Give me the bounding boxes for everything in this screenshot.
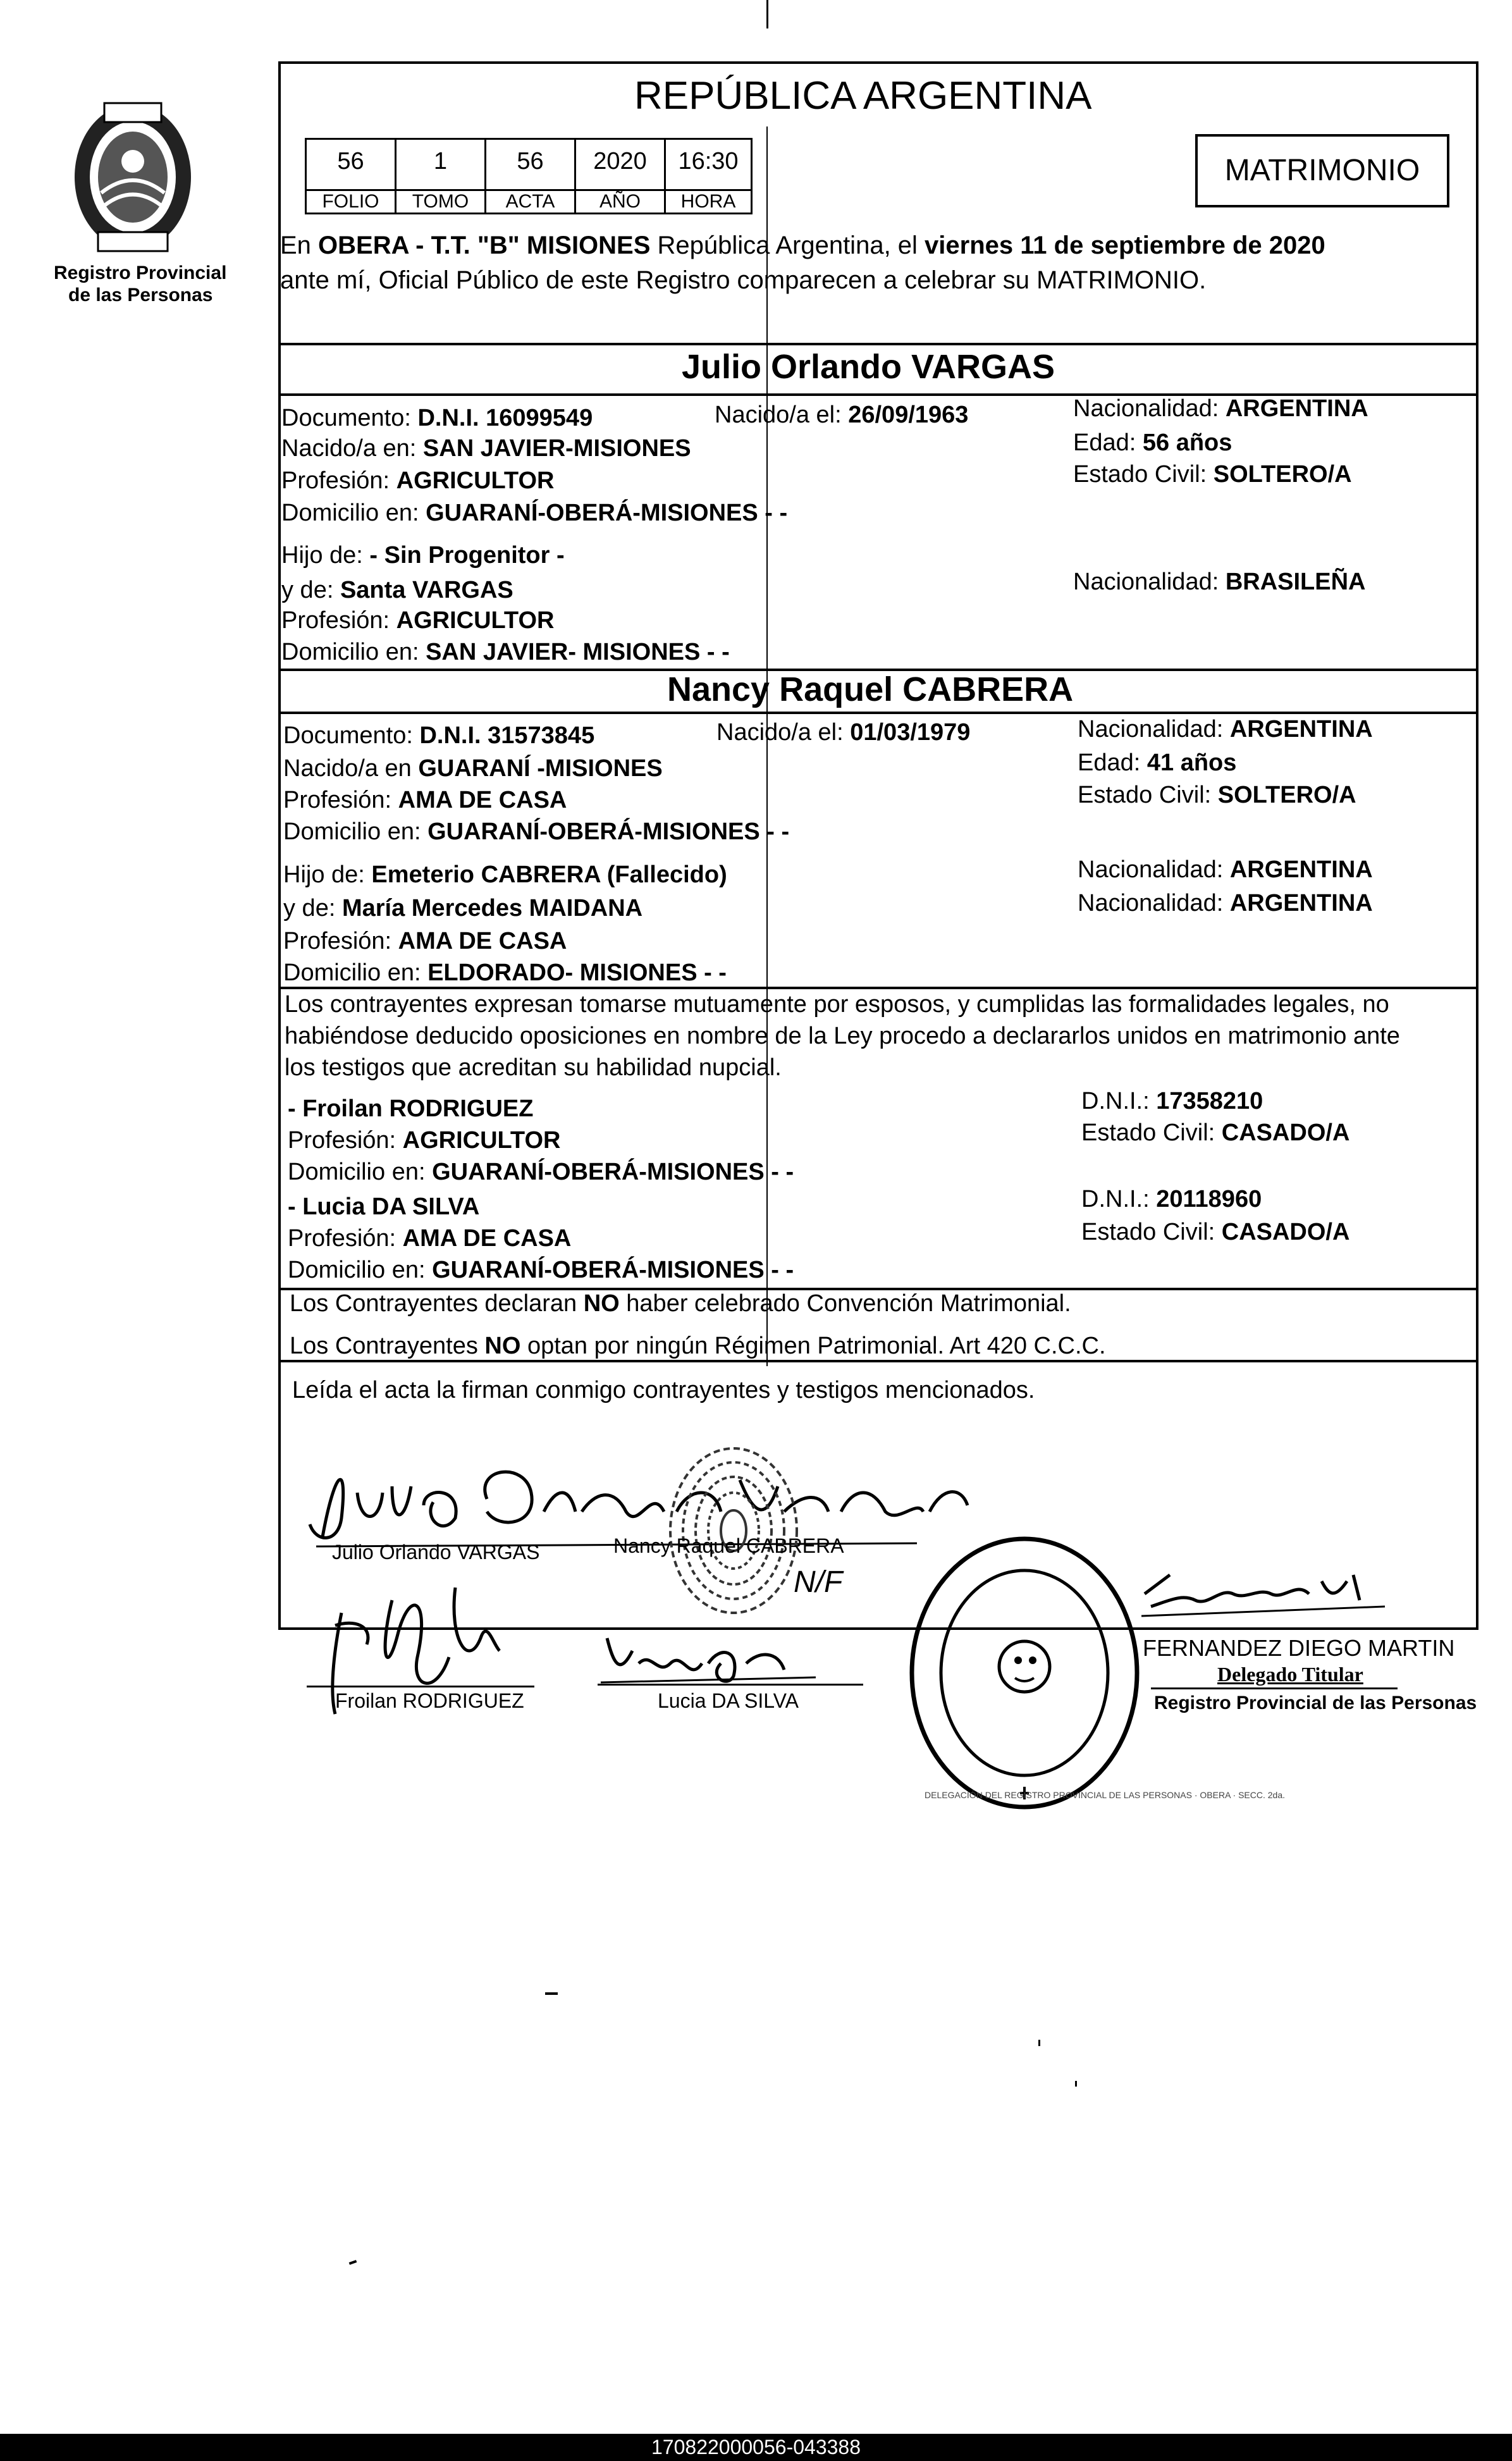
scan-mark: [1038, 2040, 1040, 2046]
bride-father-nationality: Nacionalidad: ARGENTINA: [1078, 856, 1373, 883]
page-title: REPÚBLICA ARGENTINA: [634, 74, 1092, 118]
scan-mark: [349, 2260, 357, 2265]
intro-place: OBERA - T.T. "B" MISIONES: [318, 231, 651, 259]
logo-caption-line2: de las Personas: [68, 285, 213, 305]
groom-document: Documento: D.N.I. 16099549: [281, 405, 593, 431]
footer-code: 170822000056-043388: [0, 2434, 1512, 2461]
intro-mid: República Argentina, el: [650, 231, 925, 259]
bride-parent-domicile: Domicilio en: ELDORADO- MISIONES - -: [283, 959, 727, 986]
bride-birth-place: Nacido/a en GUARANÍ -MISIONES: [283, 755, 663, 782]
witness1-civil-status: Estado Civil: CASADO/A: [1081, 1119, 1350, 1146]
regime-line1: Los Contrayentes declaran NO haber celebrado Convención Matrimonial.: [290, 1290, 1071, 1317]
official-signature-line: [1151, 1687, 1398, 1689]
intro-line2: ante mí, Oficial Público de este Registro comparecen a celebrar su MATRIMONIO.: [280, 266, 1207, 294]
official-org: Registro Provincial de las Personas: [1154, 1693, 1477, 1713]
groom-mother-nationality: Nacionalidad: BRASILEÑA: [1073, 569, 1366, 595]
witness2-name: - Lucia DA SILVA: [288, 1193, 480, 1220]
declaration-line3: los testigos que acreditan su habilidad nupcial.: [285, 1054, 782, 1081]
witness1-name: - Froilan RODRIGUEZ: [288, 1095, 534, 1122]
bride-birth-date: Nacido/a el: 01/03/1979: [716, 719, 971, 746]
bride-mark: N/F: [794, 1565, 843, 1599]
acta-label: ACTA: [484, 189, 576, 214]
groom-name: Julio Orlando VARGAS: [682, 348, 1055, 386]
bride-mother: y de: María Mercedes MAIDANA: [283, 895, 643, 922]
groom-civil-status: Estado Civil: SOLTERO/A: [1073, 461, 1352, 488]
tomo-value: 1: [395, 138, 486, 191]
groom-signature-label: Julio Orlando VARGAS: [332, 1541, 540, 1564]
official-role: Delegado Titular: [1217, 1663, 1363, 1686]
intro-prefix: En: [280, 231, 319, 259]
intro-date: viernes 11 de septiembre de 2020: [925, 231, 1325, 259]
bride-profession: Profesión: AMA DE CASA: [283, 787, 567, 813]
groom-birth-place: Nacido/a en: SAN JAVIER-MISIONES: [281, 435, 691, 462]
intro-line1: [280, 231, 1325, 260]
province-seal-icon: [66, 98, 199, 256]
groom-profession: Profesión: AGRICULTOR: [281, 467, 555, 494]
groom-age: Edad: 56 años: [1073, 429, 1232, 456]
logo-caption-line1: Registro Provincial: [54, 262, 227, 283]
witness2-signature-label: Lucia DA SILVA: [658, 1689, 799, 1712]
hora-label: HORA: [664, 189, 753, 214]
witness2-profession: Profesión: AMA DE CASA: [288, 1225, 572, 1252]
doc-type-box: MATRIMONIO: [1195, 134, 1449, 207]
bride-document: Documento: D.N.I. 31573845: [283, 722, 595, 749]
fingerprint-icon: [658, 1436, 809, 1625]
hora-value: 16:30: [664, 138, 753, 191]
scan-mark: [1075, 2081, 1077, 2087]
folio-value: 56: [305, 138, 396, 191]
bride-nationality: Nacionalidad: ARGENTINA: [1078, 716, 1373, 743]
bride-domicile: Domicilio en: GUARANÍ-OBERÁ-MISIONES - -: [283, 818, 790, 845]
declaration-line2: habiéndose deducido oposiciones en nombre de la Ley procedo a declararlos unidos en matrimonio ante: [285, 1023, 1400, 1049]
witness2-signature-line: [598, 1684, 863, 1686]
bride-mother-nationality: Nacionalidad: ARGENTINA: [1078, 890, 1373, 916]
groom-mother: y de: Santa VARGAS: [281, 577, 513, 603]
witness1-dni: D.N.I.: 17358210: [1081, 1088, 1263, 1114]
witness2-civil-status: Estado Civil: CASADO/A: [1081, 1219, 1350, 1245]
bride-age: Edad: 41 años: [1078, 749, 1237, 776]
scan-mark: [545, 1992, 558, 1995]
rule-bride-name: [278, 712, 1478, 714]
groom-parent-profession: Profesión: AGRICULTOR: [281, 607, 555, 634]
bride-civil-status: Estado Civil: SOLTERO/A: [1078, 782, 1356, 808]
tomo-label: TOMO: [395, 189, 486, 214]
rule-groom-top: [278, 343, 1478, 345]
folio-label: FOLIO: [305, 189, 396, 214]
declaration-line1: Los contrayentes expresan tomarse mutuamente por esposos, y cumplidas las formalidades legales, no: [285, 991, 1389, 1018]
witness2-domicile: Domicilio en: GUARANÍ-OBERÁ-MISIONES - -: [288, 1257, 794, 1283]
bride-parent-profession: Profesión: AMA DE CASA: [283, 928, 567, 954]
official-name: FERNANDEZ DIEGO MARTIN: [1143, 1635, 1455, 1661]
groom-parent-domicile: Domicilio en: SAN JAVIER- MISIONES - -: [281, 639, 730, 665]
official-stamp-icon: [907, 1534, 1141, 1812]
ano-label: AÑO: [574, 189, 666, 214]
closing-text: Leída el acta la firman conmigo contrayentes y testigos mencionados.: [292, 1377, 1035, 1403]
bride-name: Nancy Raquel CABRERA: [667, 670, 1074, 708]
province-logo: [66, 98, 199, 256]
regime-line2: Los Contrayentes NO optan por ningún Régimen Patrimonial. Art 420 C.C.C.: [290, 1333, 1106, 1359]
groom-domicile: Domicilio en: GUARANÍ-OBERÁ-MISIONES - -: [281, 500, 788, 526]
stamp-legend: DELEGACIÓN DEL REGISTRO PROVINCIAL DE LAS PERSONAS · OBERA · SECC. 2da.: [925, 1790, 1286, 1800]
bride-signature-label: Nancy Raquel CABRERA: [613, 1534, 844, 1557]
ano-value: 2020: [574, 138, 666, 191]
witness1-profession: Profesión: AGRICULTOR: [288, 1127, 561, 1154]
groom-nationality: Nacionalidad: ARGENTINA: [1073, 395, 1368, 422]
witness2-dni: D.N.I.: 20118960: [1081, 1186, 1262, 1212]
bride-father: Hijo de: Emeterio CABRERA (Fallecido): [283, 861, 727, 888]
official-signature-icon: [1132, 1556, 1423, 1632]
acta-value: 56: [484, 138, 576, 191]
witness1-signature-line: [307, 1686, 534, 1687]
groom-birth-date: Nacido/a el: 26/09/1963: [715, 402, 969, 428]
top-tick: [766, 0, 768, 28]
groom-father: Hijo de: - Sin Progenitor -: [281, 542, 565, 569]
witness1-signature-label: Froilan RODRIGUEZ: [335, 1689, 524, 1712]
witness1-domicile: Domicilio en: GUARANÍ-OBERÁ-MISIONES - -: [288, 1159, 794, 1185]
